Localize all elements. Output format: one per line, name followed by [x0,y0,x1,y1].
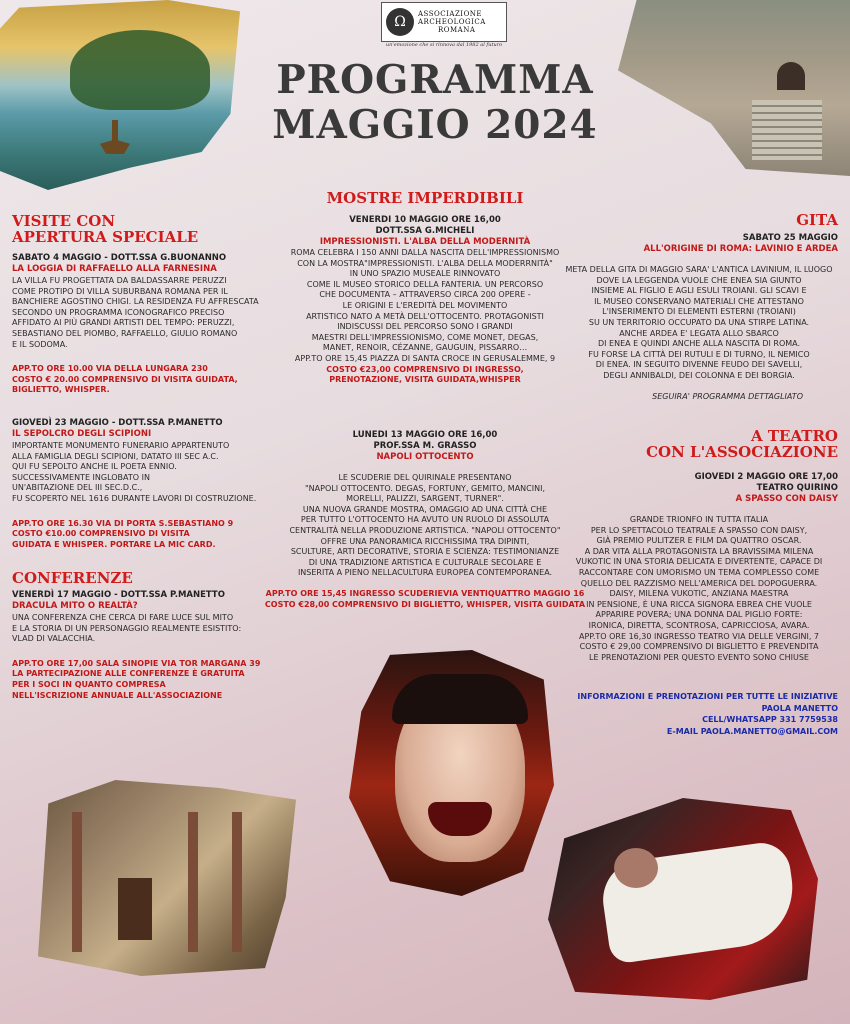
mostre-event-2: LUNEDI 13 MAGGIO ORE 16,00 PROF.SSA M. GRASSO NAPOLI OTTOCENTO LE SCUDERIE DEL QUIRINALE PRESENTANO "NAPOLI OTTOCENTO. DEGAS, FORTUNY, GEMITO, MANCINI, MORELLI, PALIZZI, SARGENT, TURNER". UNA NUOVA GRANDE MOSTRA, OMAGGIO AD UNA CITTÀ CHE PER TUTTO L'OTTOCENTO HA AVUTO UN RUOLO DI ASSOLUTA CENTRALITÀ NELLA PRODUZIONE ARTISTICA. "NAPOLI OTTOCENTO" OFFRE UNA PANORAMICA RICCHISSIMA TRA DIPINTI, SCULTURE, ARTI DECORATIVE, STORIA E SCIENZA: TESTIMONIANZE DI UNA TRADIZIONE ARTISTICA E CULTURALE SECOLARE E INSERITA A PIENO NELLACULTURA EUROPEA CONTEMPORANEA. APP.TO ORE 15,45 INGRESSO SCUDERIEVIA VENTIQUATTRO MAGGIO 16 COSTO €28,00 COMPRENSIVO DI BIGLIETTO, WHISPER, VISITA GUIDATA [264,430,586,609]
visite-event-2: GIOVEDÌ 23 MAGGIO - DOTT.SSA P.MANETTO IL SEPOLCRO DEGLI SCIPIONI IMPORTANTE MONUMENTO FUNERARIO APPARTENUTO ALLA FAMIGLIA DEGLI SCIPIONI, DATATO III SEC A.C. QUI FU SEPOLTO ANCHE IL POETA ENNIO. SUCCESSIVAMENTE INGLOBATO IN UN'ABITAZIONE DEL III SEC.D.C., FU SCOPERTO NEL 1616 DURANTE LAVORI DI COSTRUZIONE. APP.TO ORE 16.30 VIA DI PORTA S.SEBASTIANO 9 COSTO €10.00 COMPRENSIVO DI VISITA GUIDATA E WHISPER. PORTARE LA MIC CARD. [12,418,257,549]
head-shape [614,848,658,888]
conferenze-event: VENERDÌ 17 MAGGIO - DOTT.SSA P.MANETTO DRACULA MITO O REALTÀ? UNA CONFERENZA CHE CERCA DI FARE LUCE SUL MITO E LA STORIA DI UN PERSONAGGIO REALMENTE ESISTITO: VLAD DI VALACCHIA. APP.TO ORE 17,00 SALA SINOPIE VIA TOR MARGANA 39 LA PARTECIPAZIONE ALLE CONFERENZE È GRATUITA PER I SOCI IN QUANTO COMPRESA NELL'ISCRIZIONE ANNUALE ALL'ASSOCIAZIONE [12,590,261,700]
arch-shape [777,62,805,90]
teatro-event: GIOVEDI 2 MAGGIO ORE 17,00 TEATRO QUIRINO A SPASSO CON DAISY GRANDE TRIONFO IN TUTTA ITALIA PER LO SPETTACOLO TEATRALE A SPASSO CON DAISY, GIÀ PREMIO PULITZER E FILM DA QUATTRO OSCAR. A DAR VITA ALLA PROTAGONISTA LA BRAVISSIMA MILENA VUKOTIC IN UNA STORIA DELICATA E DIVERTENTE, CAPACE DI RACCONTARE CON UMORISMO UN TEMA COMPLESSO COME QUELLO DEL RAZZISMO NELL'AMERICA DEL DOPOGUERRA. DAISY, MILENA VUKOTIC, ANZIANA MAESTRA IN PENSIONE, È UNA RICCA SIGNORA EBREA CHE VUOLE APPARIRE POVERA; UNA DONNA DAL PIGLIO FORTE: IRONICA, DIRETTA, SCONTROSA, CAPRICCIOSA, AVARA. APP.TO ORE 16,30 INGRESSO TEATRO VIA DELLE VERGINI, 7 COSTO € 29,00 COMPRENSIVO DI BIGLIETTO E PREVENDITA LE PRENOTAZIONI PER QUESTO EVENTO SONO CHIUSE [575,472,838,662]
gita-title: GITA [796,211,838,229]
steps-shape [752,100,822,160]
logo-tagline: un'emozione che si rinnova dal 1982 al futuro [385,42,503,48]
tree-shape [70,30,210,110]
column-shape [232,812,242,952]
logo-mark-icon: Ω [386,8,414,36]
page-title: PROGRAMMA MAGGIO 2024 [272,57,598,148]
mostre-event-1: VENERDI 10 MAGGIO ORE 16,00 DOTT.SSA G.MICHELI IMPRESSIONISTI. L'ALBA DELLA MODERNITÀ ROMA CELEBRA I 150 ANNI DALLA NASCITA DELL'IMPRESSIONISMO CON LA MOSTRA"IMPRESSIONISTI. L'ALBA DELLA MODERRNITÀ" IN UNO SPAZIO MUSEALE RINNOVATO COME IL MUSEO STORICO DELLA FANTERIA. UN PERCORSO CHE DOCUMENTA – ATTRAVERSO CIRCA 200 OPERE - LE ORIGINI E L'EREDITÀ DEL MOVIMENTO ARTISTICO NATO A METÀ DELL'OTTOCENTO. PROTAGONISTI INDISCUSSI DEL PERCORSO SONO I GRANDI MAESTRI DELL'IMPRESSIONISMO, COME MONET, DEGAS, MANET, RENOIR, CÉZANNE, GAUGUIN, PISSARRO… APP.TO ORE 15,45 PIAZZA DI SANTA CROCE IN GERUSALEMME, 9 COSTO €23,00 COMPRENSIVO DI INGRESSO, PRENOTAZIONE, VISITA GUIDATA,WHISPER [290,215,560,385]
conferenze-title: CONFERENZE [12,569,133,587]
logo-text: ASSOCIAZIONE ARCHEOLOGICA ROMANA [418,10,486,34]
column-shape [188,812,198,952]
hair-shape [392,674,528,724]
teatro-title: A TEATRO CON L'ASSOCIAZIONE [646,427,838,461]
visite-event-1: SABATO 4 MAGGIO - DOTT.SSA G.BUONANNO LA LOGGIA DI RAFFAELLO ALLA FARNESINA LA VILLA FU PROGETTATA DA BALDASSARRE PERUZZI COME PROTIPO DI VILLA SUBURBANA ROMANA PER IL BANCHIERE AGOSTINO CHIGI. LA RESIDENZA FU AFFRESCATA SECONDO UN PROGRAMMA ICONOGRAFICO PRECISO AFFIDATO AI PIÙ GRANDI ARTISTI DEL TEMPO: PERUZZI, SEBASTIANO DEL PIOMBO, RAFFAELLO, GIULIO ROMANO E IL SODOMA. APP.TO ORE 10.00 VIA DELLA LUNGARA 230 COSTO € 20.00 COMPRENSIVO DI VISITA GUIDATA, BIGLIETTO, WHISPER. [12,253,259,395]
visite-title: VISITE CON APERTURA SPECIALE [12,212,199,246]
mostre-title: MOSTRE IMPERDIBILI [326,189,524,207]
contact-info: INFORMAZIONI E PRENOTAZIONI PER TUTTE LE INIZIATIVE PAOLA MANETTO CELL/WHATSAPP 331 7759538 E-MAIL PAOLA.MANETTO@GMAIL.COM [577,692,838,736]
association-logo [381,2,507,42]
gita-event: SABATO 25 MAGGIO ALL'ORIGINE DI ROMA: LAVINIO E ARDEA META DELLA GITA DI MAGGIO SARA' L'ANTICA LAVINIUM, IL LUOGO DOVE LA LEGGENDA VUOLE CHE ENEA SIA GIUNTO INSIEME AL FIGLIO E AGLI ESULI TROIANI. GLI SCAVI E IL MUSEO CONSERVANO MATERIALI CHE ATTESTANO L'INSERIMENTO DI ELEMENTI ESTERNI (TROIANI) SU UN TERRITORIO OCCUPATO DA UNA STIRPE LATINA. ANCHE ARDEA E' LEGATA ALLO SBARCO DI ENEA E QUINDI ANCHE ALLA NASCITA DI ROMA. FU FORSE LA CITTÀ DEI RUTULI E DI TURNO, IL NEMICO DI ENEA. IN SEGUITO DIVENNE FEUDO DEI SAVELLI, DEGLI ANNIBALDI, DEI COLONNA E DEI BORGIA. SEGUIRA' PROGRAMMA DETTAGLIATO [565,233,838,401]
door-shape [118,878,152,940]
column-shape [72,812,82,952]
